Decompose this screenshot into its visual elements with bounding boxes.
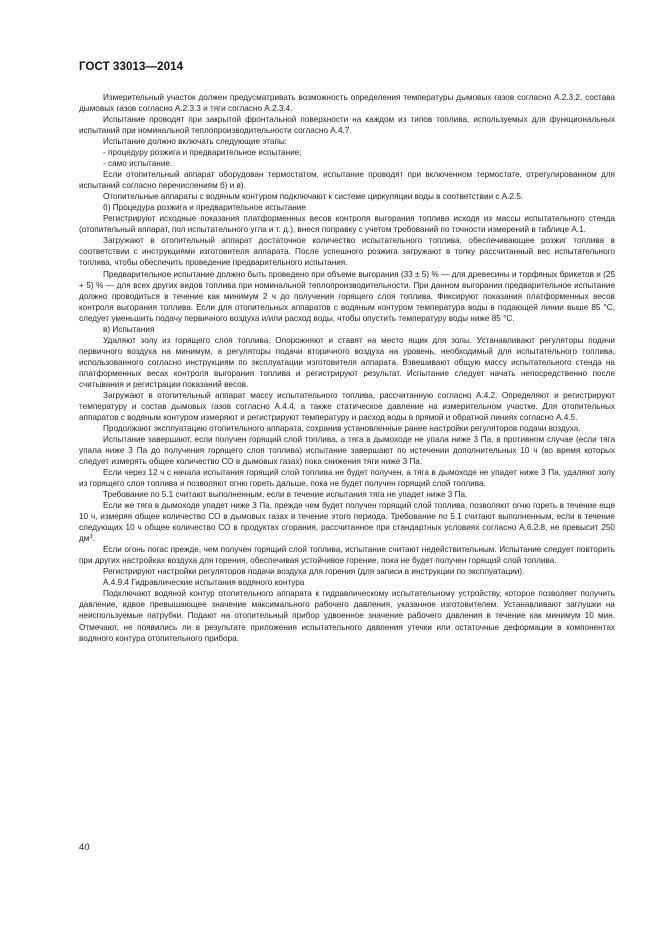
paragraph: Продолжают эксплуатацию отопительного аппарата, сохранив установленные ранее настройки регуляторов подачи воздуха.: [103, 423, 581, 433]
list-item: - процедуру розжига и предварительное испытание;: [103, 148, 302, 158]
paragraph: Загружают в отопительный аппарат достаточное количество испытательного топлива, обеспечивающее розжиг топлива в соответствии с инструкциями изготовителя аппарата. После успешного розжига загружают в топку рассчитанный вес испытательного топлива, чтобы обеспечить проведение предварительного испытания.: [79, 236, 615, 268]
paragraph: Предварительное испытание должно быть проведено при объеме выгорания (33 ± 5) % — для древесины и торфяных брикетов и (25 + 5) % — для всех других видов топлива при номинальной теплопроизводительности. При данном выгорании предварительное испытание должно проводиться в течение как минимум 2 ч до получения горящего слоя топлива. Фиксируют показания платформенных весов контроля выгорания топлива. Если для отопительных аппаратов с водяным контуром температура воды в подающей линии выше 85 °С, следует уменьшить подачу первичного воздуха и/или расход воды, чтобы опустить температуру воды ниже 85 °С.: [79, 269, 615, 323]
paragraph: Если отопительный аппарат оборудован термостатом, испытание проводят при включенном термостате, отрегулированном для испытаний согласно перечислениям б) и в).: [79, 170, 615, 191]
paragraph: Требование по 5.1 считают выполненным, если в течение испытания тяга не упадет ниже 3 Па.: [103, 490, 468, 500]
paragraph: Испытание должно включать следующие этапы:: [103, 137, 288, 147]
section-heading: в) Испытания: [103, 324, 155, 334]
list-item: - само испытание.: [103, 159, 173, 169]
paragraph: Подключают водяной контур отопительного аппарата к гидравлическому испытательному устройству, которое позволяет получить давление, вдвое превышающее значение максимального рабочего давления, указанное изготовителем. Устанавливают заглушки на неиспользуемые патрубки. Подают на отопительный прибор удвоенное значение рабочего давления в течение как минимум 10 мин. Отмечают, не появились ли в результате приложения испытательного давления утечки или остаточные деформации в компонентах водяного контура отопительного прибора.: [79, 589, 615, 643]
unit-superscript: 3: [89, 534, 93, 541]
page-number: 40: [79, 842, 90, 853]
body-text: [79, 92, 615, 644]
paragraph: Если же тяга в дымоходе упадет ниже 3 Па, прежде чем будет получен горящий слой топлива, позволяют огню гореть в течение еще 10 ч, измеряя общее количество СО в дымовых газах в течение этого периода. Требование по 5.1 считают выполненным, если в течение следующих 10 ч общее количество СО в продуктах сгорания, рассчитанное при стандартных условиях согласно А.6.2.8, не превысит 250 $дм^3$.: [79, 501, 615, 544]
paragraph: Испытание проводят при закрытой фронтальной поверхности на каждом из типов топлива, используемых для функциональных испытаний при номинальной теплопроизводительности согласно А.4.7.: [79, 115, 615, 136]
paragraph-text: Если же тяга в дымоходе упадет ниже 3 Па, прежде чем будет получен горящий слой топлива, позволяют огню гореть в течение еще 10 ч, измеряя общее количество СО в дымовых газах в течение этого периода. Требование по 5.1 считают выполненным, если в течение следующих 10 ч общее количество СО в продуктах сгорания, рассчитанное при стандартных условиях согласно А.6.2.8, не превысит 250 дм: [79, 501, 615, 544]
section-heading: б) Процедура розжига и предварительное испытание: [103, 203, 306, 213]
paragraph: Удаляют золу из горящего слоя топлива. Опорожняют и ставят на место ящик для золы. Устанавливают регуляторы подачи первичного воздуха на минимум, а регуляторы подачи вторичного воздуха на уровень, необходимый для испытательного топлива, использованного согласно инструкциям по эксплуатации изготовителя аппарата. Взвешивают общую массу испытательного стенда на платформенных весах контроля выгорания топлива и регистрируют результат. Испытание следует начать непосредственно после считывания и регистрации показаний весов.: [79, 335, 615, 389]
paragraph: Регистрируют настройки регуляторов подачи воздуха для горения (для записи в инструкции по эксплуатации).: [103, 567, 525, 577]
paragraph: Испытание завершают, если получен горящий слой топлива, а тяга в дымоходе не упала ниже 3 Па, в противном случае (если тяга упала ниже 3 Па до получения горящего слоя топлива) испытание завершают по истечении дополнительных 10 ч (во время которых следует измерять общее количество СО в дымовых газах) пока снижения тяги ниже 3 Па.: [79, 434, 615, 467]
section-heading: А.4.9.4 Гидравлические испытания водяного контура: [103, 578, 305, 588]
paragraph: Отопительные аппараты с водяным контуром подключают к системе циркуляции воды в соответствии с А.2.5.: [103, 192, 524, 202]
paragraph: Загружают в отопительный аппарат массу испытательного топлива, рассчитанную согласно А.4.2. Определяют и регистрируют температуру и состав дымовых газов согласно А.4.4, а также статическое давление на измерительном участке. Для отопительных аппаратов с водяным контуром измеряют и регистрируют температуру и расход воды в прямой и обратной линиях согласно А.4.5.: [79, 390, 615, 422]
paragraph: Если через 12 ч с начала испытания горящий слой топлива не будет получен, а тяга в дымоходе не упадет ниже 3 Па, удаляют золу из горящего слоя топлива и позволяют огню гореть дальше, пока не будет получен горящий слой топлива.: [79, 468, 615, 489]
paragraph: Регистрируют исходные показания платформенных весов контроля выгорания топлива исходя из массы испытательного стенда (отопительный аппарат, пол испытательного угла и т. д.), внеся поправку с учетом требований по точности измерений в таблице А.1.: [79, 214, 615, 235]
standard-header: ГОСТ 33013—2014: [79, 61, 184, 73]
paragraph: Если огонь погас прежде, чем получен горящий слой топлива, испытание считают недействительным. Испытание следует повторить при других настройках воздуха для горения, обеспечивая устойчивое горение, пока не будет получен горящий слой топлива.: [79, 545, 615, 566]
paragraph: Измерительный участок должен предусматривать возможность определения температуры дымовых газов согласно А.2.3.2, состава дымовых газов согласно А.2.3.3 и тяги согласно А.2.3.4.: [79, 93, 615, 114]
